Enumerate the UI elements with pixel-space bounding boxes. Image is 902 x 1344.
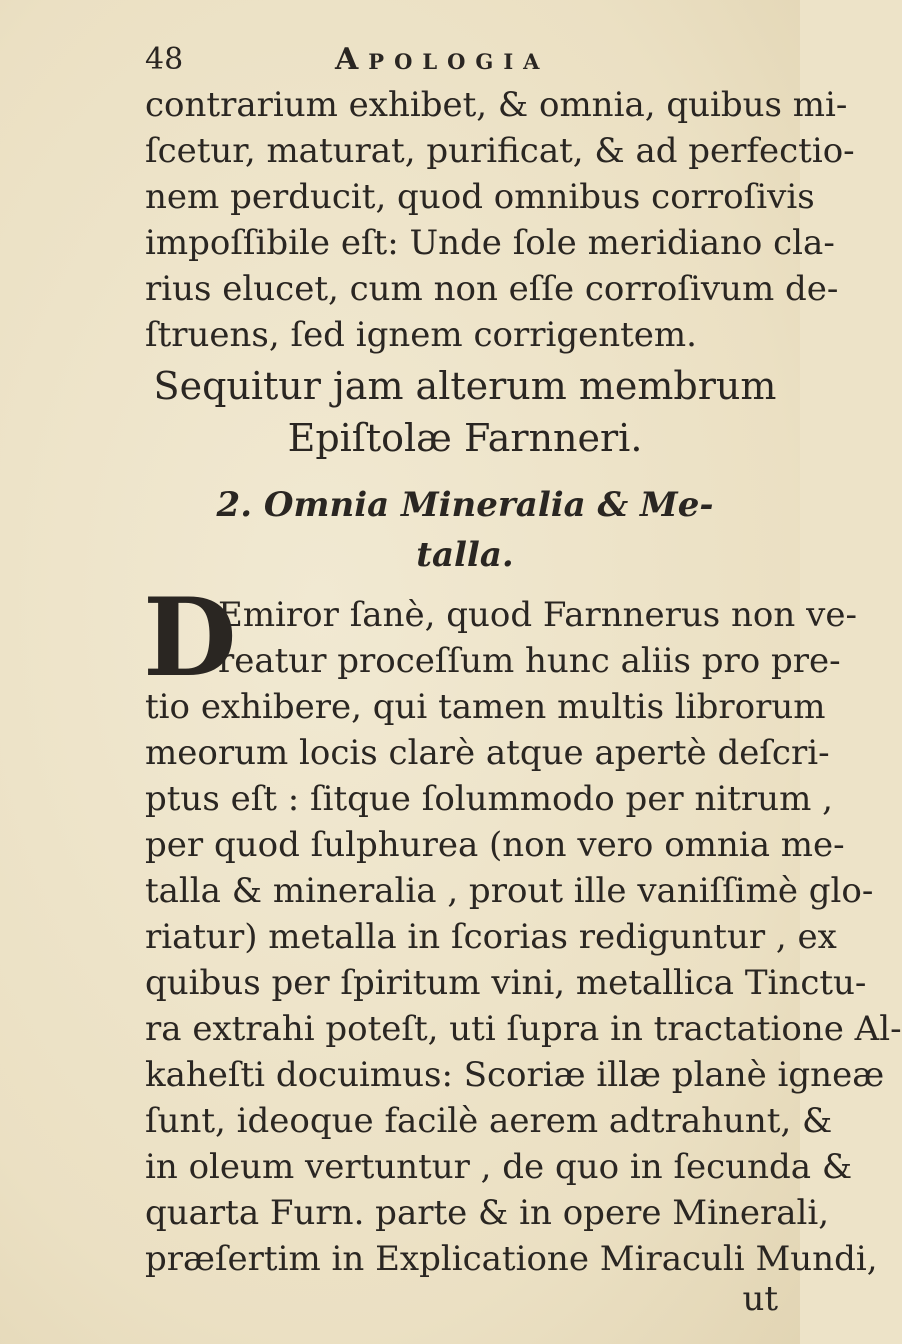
text-line: ptus eſt : ſitque ſolummodo per nitrum ,	[145, 779, 833, 819]
text-line: quibus per ſpiritum vini, metallica Tinctu-	[145, 963, 867, 1003]
text-line: in oleum vertuntur , de quo in ſecunda &	[145, 1147, 853, 1187]
subheading-line: talla.	[416, 535, 514, 575]
paragraph-1	[145, 82, 855, 358]
running-head: Apologia	[335, 42, 550, 77]
text-line: rius elucet, cum non eſſe corroſivum de-	[145, 269, 839, 309]
page-number: 48	[145, 42, 184, 77]
section-heading	[145, 360, 785, 464]
text-line: præſertim in Explicatione Miraculi Mundi,	[145, 1239, 878, 1279]
text-line: riatur) metalla in ſcorias rediguntur , ex	[145, 917, 837, 957]
text-line: tio exhibere, qui tamen multis librorum	[145, 687, 826, 727]
text-line: ſunt, ideoque facilè aerem adtrahunt, &	[145, 1101, 833, 1141]
text-line: quarta Furn. parte & in opere Minerali,	[145, 1193, 830, 1233]
page-header	[145, 40, 775, 84]
subheading-line: 2. Omnia Mineralia & Me-	[216, 485, 714, 525]
drop-cap: D	[143, 575, 237, 701]
text-line: per quod ſulphurea (non vero omnia me-	[145, 825, 845, 865]
text-line: impoſſibile eſt: Unde ſole meridiano cla-	[145, 223, 835, 263]
text-line: ſtruens, ſed ignem corrigentem.	[145, 315, 697, 355]
text-line: reatur proceſſum hunc aliis pro pre-	[218, 641, 841, 681]
heading-line: Sequitur jam alterum membrum	[153, 364, 777, 408]
catchword: ut	[742, 1279, 778, 1319]
text-line: meorum locis clarè atque apertè deſcri-	[145, 733, 830, 773]
heading-line: Epiſtolæ Farnneri.	[287, 416, 643, 460]
paragraph-2-opening	[218, 592, 857, 684]
paragraph-2	[145, 684, 902, 1282]
text-line: talla & mineralia , prout ille vaniſſimè glo-	[145, 871, 874, 911]
text-line: ra extrahi poteſt, uti ſupra in tractatione Al-	[145, 1009, 902, 1049]
text-line: kaheſti docuimus: Scoriæ illæ planè igneæ	[145, 1055, 885, 1095]
section-subheading	[145, 480, 785, 580]
text-line: Emiror ſanè, quod Farnnerus non ve-	[218, 595, 857, 635]
text-line: nem perducit, quod omnibus corroſivis	[145, 177, 815, 217]
text-line: ſcetur, maturat, purificat, & ad perfectio-	[145, 131, 855, 171]
text-line: contrarium exhibet, & omnia, quibus mi-	[145, 85, 848, 125]
